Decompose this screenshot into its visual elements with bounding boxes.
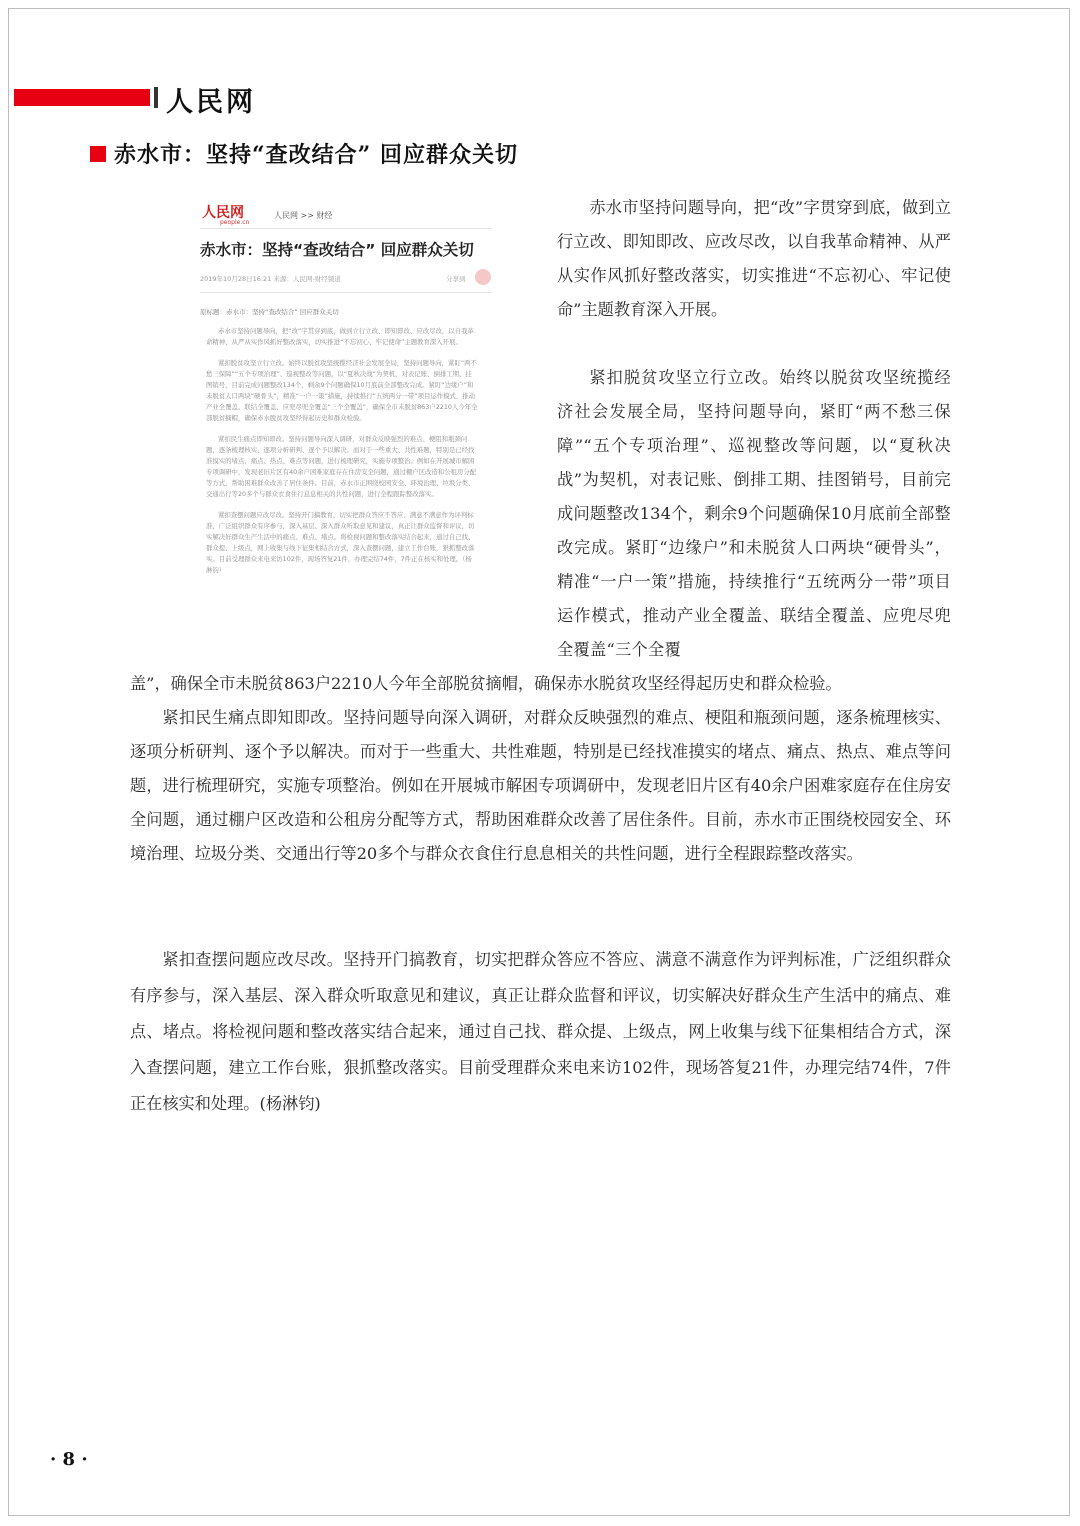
site-name: 人民网 (166, 87, 256, 118)
paragraph-text: 紧扣查摆问题应改尽改。坚持开门搞教育，切实把群众答应不答应、满意不满意作为评判标准，广泛组织群众有序参与，深入基层、深入群众听取意见和建议，真正让群众监督和评议，切实解决好群众生产生活中的痛点、难点、堵点。将检视问题和整改落实结合起来，通过自己找、群众提、上级点，网上收集与线下征集相结合方式，深入查摆问题，建立工作台账，狠抓整改落实。目前受理群众来电来访102件，现场答复21件，办理完结74件，7件正在核实和处理。(杨淋钧) (130, 950, 951, 1113)
paragraph-text: 紧扣民生痛点即知即改。坚持问题导向深入调研，对群众反映强烈的难点、梗阻和瓶颈问题，逐条梳理核实、逐项分析研判、逐个予以解决。而对于一些重大、共性难题，特别是已经找准摸实的堵点、痛点、热点、难点等问题，进行梳理研究，实施专项整治。例如在开展城市解困专项调研中，发现老旧片区有40余户困难家庭存在住房安全问题，通过棚户区改造和公租房分配等方式，帮助困难群众改善了居住条件。目前，赤水市正围绕校园安全、环境治理、垃圾分类、交通出行等20多个与群众衣食住行息息相关的共性问题，进行全程跟踪整改落实。 (130, 708, 951, 863)
article-title: 赤水市：坚持“查改结合” 回应群众关切 (114, 142, 518, 168)
screenshot-meta: 2019年10月28日16:21 来源：人民网-财经频道 (200, 275, 341, 283)
header-red-bar (14, 89, 150, 106)
body-paragraph-3 (130, 701, 951, 871)
web-screenshot (188, 192, 506, 672)
screenshot-paragraph: 紧扣脱贫攻坚立行立改。始终以脱贫攻坚统揽经济社会发展全局，坚持问题导向，紧盯“两不愁三保障”“五个专项治理”、巡视整改等问题，以“夏秋决战”为契机，对表记账、倒排工期、挂图销号，目前完成问题整改134个，剩余9个问题确保10月底前全部整改完成。紧盯“边缘户”和未脱贫人口两块“硬骨头”，精准“一户一策”措施，持续推行“五统两分一带”项目运作模式，推动产业全覆盖、联结全覆盖、应兜尽兜全覆盖“三个全覆盖”，确保全市未脱贫863户2210人今年全部脱贫摘帽，确保赤水脱贫攻坚经得起历史和群众检验。 (206, 359, 478, 422)
screenshot-paragraph: 紧扣民生痛点即知即改。坚持问题导向深入调研，对群众反映强烈的难点、梗阻和瓶颈问题，逐条梳理核实、逐项分析研判、逐个予以解决。而对于一些重大、共性难题，特别是已经找准摸实的堵点、痛点、热点、难点等问题，进行梳理研究，实施专项整治。例如在开展城市解困专项调研中，发现老旧片区有40余户困难家庭存在住房安全问题，通过棚户区改造和公租房分配等方式，帮助困难群众改善了居住条件。目前，赤水市正围绕校园安全、环境治理、垃圾分类、交通出行等20多个与群众衣食住行息息相关的共性问题，进行全程跟踪整改落实。 (206, 435, 477, 498)
share-icon (475, 269, 491, 285)
body-paragraph-2-continued: 盖”，确保全市未脱贫863户2210人今年全部脱贫摘帽，确保赤水脱贫攻坚经得起历史和群众检验。 (130, 674, 842, 693)
screenshot-divider (200, 228, 492, 229)
title-marker-square (90, 146, 106, 162)
screenshot-keywords: 原标题：赤水市：坚持“查改结合” 回应群众关切 (200, 308, 339, 316)
body-paragraph-2 (557, 361, 951, 667)
screenshot-share-label: 分享到 (446, 275, 466, 283)
people-logo-sub: people.cn (220, 219, 250, 226)
header-separator (154, 87, 158, 108)
screenshot-breadcrumb: 人民网 >> 财经 (274, 211, 333, 220)
page-number: · 8 · (50, 1449, 88, 1470)
screenshot-paragraph: 赤水市坚持问题导向，把“改”字贯穿到底，做到立行立改、即知即改、应改尽改，以自我革命精神、从严从实作风抓好整改落实，切实推进“不忘初心、牢记使命”主题教育深入开展。 (206, 327, 474, 346)
paragraph-text: 赤水市坚持问题导向，把“改”字贯穿到底，做到立行立改、即知即改、应改尽改，以自我革命精神、从严从实作风抓好整改落实，切实推进“不忘初心、牢记使命”主题教育深入开展。 (557, 198, 951, 319)
people-logo-icon: 人民网 (202, 205, 244, 221)
screenshot-paragraph: 紧扣查摆问题应改尽改。坚持开门搞教育，切实把群众答应不答应、满意不满意作为评判标准，广泛组织群众有序参与，深入基层、深入群众听取意见和建议，真正让群众监督和评议，切实解决好群众生产生活中的痛点、难点、堵点。将检视问题和整改落实结合起来，通过自己找、群众提、上级点，网上收集与线下征集相结合方式，深入查摆问题，建立工作台账，狠抓整改落实。目前受理群众来电来访102件，现场答复21件，办理完结74件，7件正在核实和处理。（杨淋钧） (206, 511, 475, 574)
body-paragraph-4 (130, 942, 951, 1122)
body-paragraph-1 (557, 191, 951, 327)
screenshot-body (206, 326, 478, 586)
screenshot-title: 赤水市：坚持“查改结合” 回应群众关切 (200, 241, 474, 259)
paragraph-text: 紧扣脱贫攻坚立行立改。始终以脱贫攻坚统揽经济社会发展全局，坚持问题导向，紧盯“两不愁三保障”“五个专项治理”、巡视整改等问题，以“夏秋决战”为契机，对表记账、倒排工期、挂图销号，目前完成问题整改134个，剩余9个问题确保10月底前全部整改完成。紧盯“边缘户”和未脱贫人口两块“硬骨头”，精准“一户一策”措施，持续推行“五统两分一带”项目运作模式，推动产业全覆盖、联结全覆盖、应兜尽兜全覆盖“三个全覆 (557, 368, 951, 659)
screenshot-divider-2 (200, 292, 492, 293)
screenshot-header (200, 202, 495, 224)
